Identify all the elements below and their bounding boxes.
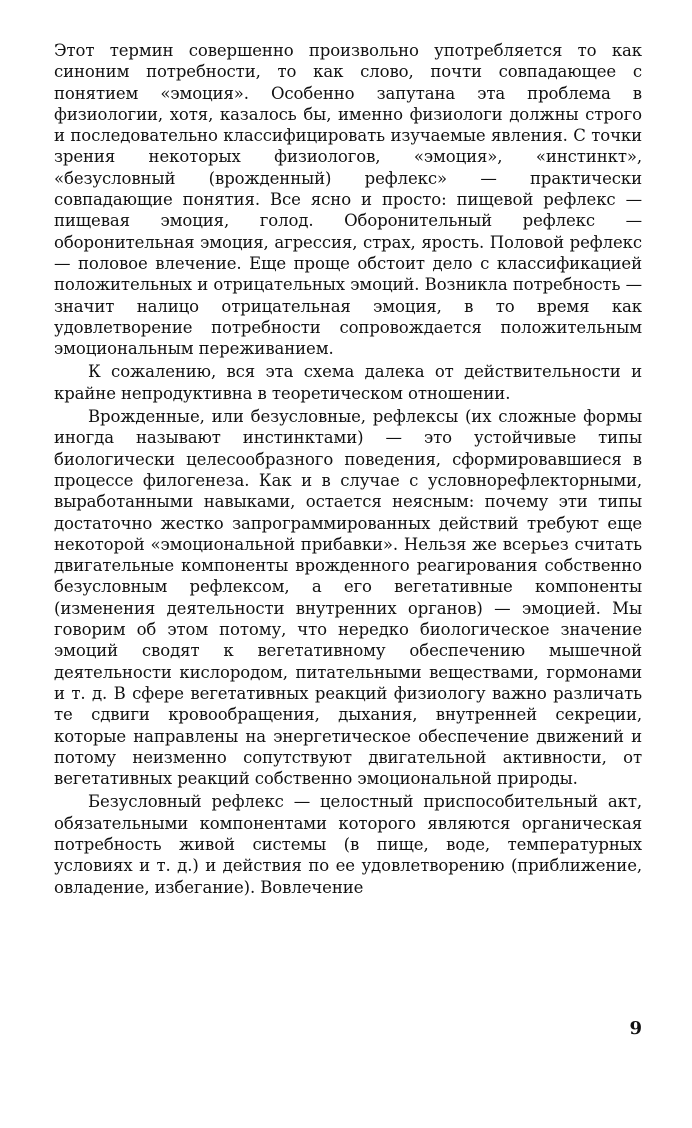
paragraph-4: Безусловный рефлекс — целостный приспособительный акт, обязательными компонентами которого являются органическая потребность живой системы (в пище, воде, температурных условиях и т. д.) и действия по ее удовлетворению (приближение, овладение, избегание). Вовлечение	[54, 792, 642, 897]
page-number: 9	[629, 1018, 642, 1039]
paragraph-3: Врожденные, или безусловные, рефлексы (их сложные формы иногда называют инстинктами) — это устойчивые типы биологически целесообразного поведения, сформировавшиеся в процессе филогенеза. Как и в случае с условнорефлекторными, выработанными навыками, остается неясным: почему эти типы достаточно жестко запрограммированных действий требуют еще некоторой «эмоциональной прибавки». Нельзя же всерьез считать двигательные компоненты врожденного реагирования собственно безусловным рефлексом, а его вегетативные компоненты (изменения деятельности внутренних органов) — эмоцией. Мы говорим об этом потому, что нередко биологическое значение эмоций сводят к вегетативному обеспечению мышечной деятельности кислородом, питательными веществами, гормонами и т. д. В сфере вегетативных реакций физиологу важно различать те сдвиги кровообращения, дыхания, внутренней секреции, которые направлены на энергетическое обеспечение движений и потому неизменно сопутствуют двигательной активности, от вегетативных реакций собственно эмоциональной природы.	[54, 407, 642, 789]
paragraph-1: Этот термин совершенно произвольно употребляется то как синоним потребности, то как слово, почти совпадающее с понятием «эмоция». Особенно запутана эта проблема в физиологии, хотя, казалось бы, именно физиологи должны строго и последовательно классифицировать изучаемые явления. С точки зрения некоторых физиологов, «эмоция», «инстинкт», «безусловный (врожденный) рефлекс» — практически совпадающие понятия. Все ясно и просто: пищевой рефлекс — пищевая эмоция, голод. Оборонительный рефлекс — оборонительная эмоция, агрессия, страх, ярость. Половой рефлекс — половое влечение. Еще проще обстоит дело с классификацией положительных и отрицательных эмоций. Возникла потребность — значит налицо отрицательная эмоция, в то время как удовлетворение потребности сопровождается положительным эмоциональным переживанием.	[54, 41, 642, 359]
paragraph-2: К сожалению, вся эта схема далека от действительности и крайне непродуктивна в теоретическом отношении.	[54, 362, 642, 403]
page-text	[54, 40, 642, 898]
